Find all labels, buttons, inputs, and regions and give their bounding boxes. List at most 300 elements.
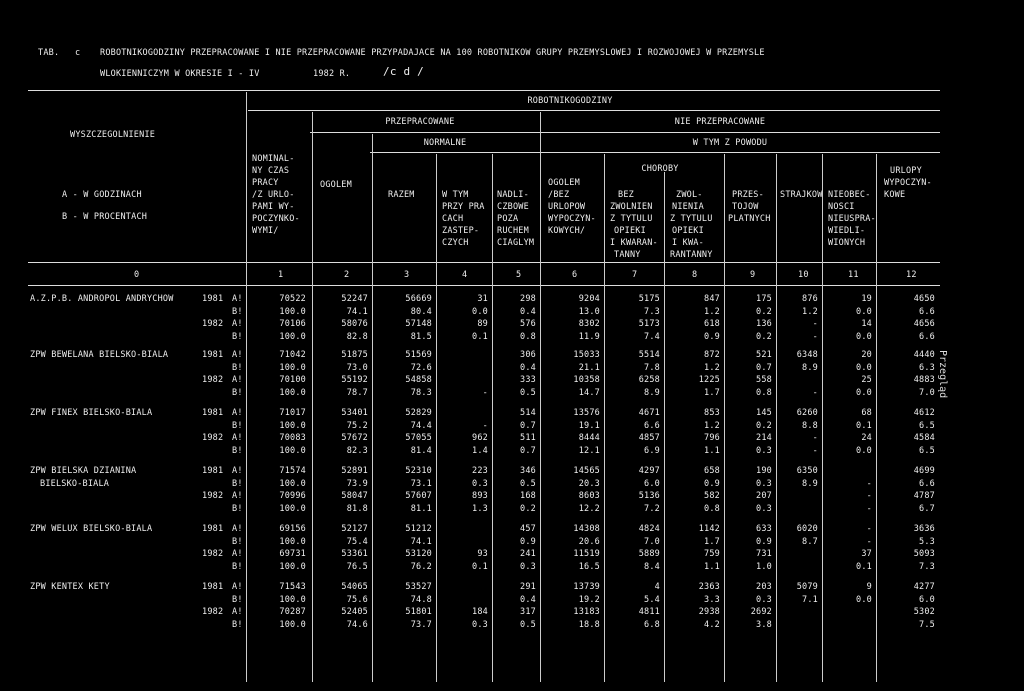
- column-number-11: 11: [848, 270, 859, 280]
- table-cell: 100.0: [279, 503, 306, 514]
- header-normalne: NORMALNE: [423, 138, 467, 148]
- table-cell: 0.5: [520, 478, 536, 489]
- column-number-8: 8: [692, 270, 698, 280]
- table-cell: 6.6: [919, 306, 935, 317]
- table-cell: 70106: [279, 319, 306, 329]
- table-cell: 82.8: [346, 331, 368, 342]
- table-cell: 6020: [796, 524, 818, 534]
- table-cell: 0.3: [756, 594, 772, 605]
- table-cell: 20.3: [578, 478, 600, 489]
- table-cell: 75.4: [346, 536, 368, 547]
- table-cell: 8.9: [802, 478, 818, 489]
- table-cell: 0.7: [520, 445, 536, 456]
- row-type-marker: A!: [232, 294, 243, 304]
- table-cell: 1142: [698, 524, 720, 534]
- table-cell: 69731: [279, 549, 306, 559]
- table-cell: 4297: [638, 466, 660, 476]
- year-label: 1982: [202, 549, 224, 559]
- year-label: 1982: [202, 319, 224, 329]
- header-razem: RAZEM: [388, 190, 415, 200]
- vline-4: [436, 154, 437, 682]
- table-cell: 1.4: [472, 445, 488, 456]
- table-cell: 13.0: [578, 306, 600, 317]
- column-number-5: 5: [516, 270, 522, 280]
- table-cell: 68: [861, 408, 872, 418]
- table-cell: 4656: [913, 319, 935, 329]
- table-cell: -: [812, 445, 818, 456]
- table-cell: 69156: [279, 524, 306, 534]
- table-cell: 53361: [341, 549, 368, 559]
- table-cell: 190: [756, 466, 772, 476]
- table-cell: 51875: [341, 350, 368, 360]
- table-cell: 8.4: [644, 561, 660, 572]
- table-cell: 100.0: [279, 536, 306, 547]
- table-cell: 0.4: [520, 362, 536, 373]
- row-type-marker: B!: [232, 594, 243, 605]
- table-cell: 4699: [913, 466, 935, 476]
- table-cell: 57055: [405, 433, 432, 443]
- table-cell: 223: [472, 466, 488, 476]
- table-cell: 70287: [279, 607, 306, 617]
- table-cell: 52891: [341, 466, 368, 476]
- header-w-tym-z-powodu: W TYM Z POWODU: [692, 138, 768, 148]
- table-cell: 511: [520, 433, 536, 443]
- table-cell: 2363: [698, 582, 720, 592]
- enterprise-name: ZPW KENTEX KETY: [30, 582, 110, 592]
- table-cell: 8603: [578, 491, 600, 501]
- table-cell: 4787: [913, 491, 935, 501]
- table-cell: 6.9: [644, 445, 660, 456]
- table-cell: 21.1: [578, 362, 600, 373]
- table-cell: 74.1: [410, 536, 432, 547]
- table-cell: -: [866, 503, 872, 514]
- table-cell: 658: [704, 466, 720, 476]
- table-cell: 89: [477, 319, 488, 329]
- table-cell: 70522: [279, 294, 306, 304]
- table-title-line1: ROBOTNIKOGODZINY PRZEPRACOWANE I NIE PRZEPRACOWANE PRZYPADAJACE NA 100 ROBOTNIKOW GRUPY PRZEMYSLOWEJ I ROZWOJOWEJ W PRZEMYSLE: [100, 48, 765, 58]
- table-cell: 317: [520, 607, 536, 617]
- table-cell: 0.9: [520, 536, 536, 547]
- table-cell: 558: [756, 375, 772, 385]
- table-cell: 796: [704, 433, 720, 443]
- table-cell: 56669: [405, 294, 432, 304]
- table-cell: 37: [861, 549, 872, 559]
- table-cell: 4883: [913, 375, 935, 385]
- table-cell: 71574: [279, 466, 306, 476]
- table-cell: 13739: [573, 582, 600, 592]
- table-cell: 1.2: [704, 362, 720, 373]
- table-cell: 6.6: [919, 478, 935, 489]
- table-cell: 1.2: [704, 420, 720, 431]
- header-choroby: CHOROBY: [641, 164, 679, 174]
- header-przepracowane: PRZEPRACOWANE: [385, 117, 455, 127]
- table-cell: 0.3: [472, 619, 488, 630]
- column-number-4: 4: [462, 270, 468, 280]
- table-cell: 13576: [573, 408, 600, 418]
- table-cell: 0.5: [520, 619, 536, 630]
- table-cell: 52127: [341, 524, 368, 534]
- table-cell: 9204: [578, 294, 600, 304]
- column-number-0: 0: [134, 270, 140, 280]
- table-cell: 853: [704, 408, 720, 418]
- table-cell: 51212: [405, 524, 432, 534]
- table-cell: 759: [704, 549, 720, 559]
- table-cell: 7.3: [644, 306, 660, 317]
- table-cell: 4.2: [704, 619, 720, 630]
- table-cell: 0.9: [704, 331, 720, 342]
- table-cell: 0.5: [520, 387, 536, 398]
- table-cell: 73.7: [410, 619, 432, 630]
- table-cell: 876: [802, 294, 818, 304]
- table-cell: 51569: [405, 350, 432, 360]
- table-cell: 14308: [573, 524, 600, 534]
- table-cell: 5514: [638, 350, 660, 360]
- table-cell: 0.3: [756, 445, 772, 456]
- table-cell: 20.6: [578, 536, 600, 547]
- table-cell: 0.4: [520, 594, 536, 605]
- table-cell: 73.1: [410, 478, 432, 489]
- table-cell: 576: [520, 319, 536, 329]
- table-cell: 8302: [578, 319, 600, 329]
- table-cell: 0.3: [756, 478, 772, 489]
- table-cell: 8444: [578, 433, 600, 443]
- table-cell: -: [812, 387, 818, 398]
- table-cell: -: [482, 420, 488, 431]
- table-cell: 100.0: [279, 478, 306, 489]
- table-cell: 16.5: [578, 561, 600, 572]
- enterprise-name: ZPW BIELSKA DZIANINA: [30, 466, 137, 476]
- table-cell: 5175: [638, 294, 660, 304]
- table-cell: 1.7: [704, 387, 720, 398]
- table-cell: 19.1: [578, 420, 600, 431]
- table-cell: 0.8: [704, 503, 720, 514]
- table-cell: 0.9: [756, 536, 772, 547]
- table-cell: 15033: [573, 350, 600, 360]
- table-cell: 100.0: [279, 594, 306, 605]
- column-number-12: 12: [906, 270, 917, 280]
- header-a-label: A - W GODZINACH: [62, 190, 142, 200]
- table-cell: 0.8: [520, 331, 536, 342]
- table-cell: 71017: [279, 408, 306, 418]
- table-cell: 73.9: [346, 478, 368, 489]
- table-cell: 0.0: [472, 306, 488, 317]
- table-cell: 0.2: [756, 331, 772, 342]
- table-cell: 57148: [405, 319, 432, 329]
- table-cell: 136: [756, 319, 772, 329]
- table-cell: 0.0: [856, 445, 872, 456]
- table-cell: 214: [756, 433, 772, 443]
- year-label: 1981: [202, 294, 224, 304]
- table-cell: 19: [861, 294, 872, 304]
- table-cell: 7.0: [644, 536, 660, 547]
- table-cell: 1.3: [472, 503, 488, 514]
- table-cell: 5.3: [919, 536, 935, 547]
- table-cell: 100.0: [279, 561, 306, 572]
- table-cell: 872: [704, 350, 720, 360]
- table-cell: 54065: [341, 582, 368, 592]
- row-type-marker: A!: [232, 408, 243, 418]
- table-cell: 11.9: [578, 331, 600, 342]
- header-wyszczegolnienie: WYSZCZEGOLNIENIE: [70, 130, 156, 140]
- table-cell: 6.5: [919, 445, 935, 456]
- side-stamp: Przegląd: [937, 350, 948, 399]
- table-cell: 25: [861, 375, 872, 385]
- header-top-rule: [28, 90, 940, 91]
- header-b-label: B - W PROCENTACH: [62, 212, 148, 222]
- table-cell: 4440: [913, 350, 935, 360]
- table-cell: -: [866, 491, 872, 501]
- table-cell: 81.8: [346, 503, 368, 514]
- header-robotnikogodziny: ROBOTNIKOGODZINY: [527, 96, 613, 106]
- table-cell: 78.3: [410, 387, 432, 398]
- table-cell: 4857: [638, 433, 660, 443]
- row-type-marker: A!: [232, 491, 243, 501]
- table-cell: 1.2: [704, 306, 720, 317]
- table-cell: 74.8: [410, 594, 432, 605]
- table-cell: -: [812, 331, 818, 342]
- row-type-marker: A!: [232, 549, 243, 559]
- table-cell: 52310: [405, 466, 432, 476]
- table-cell: 7.1: [802, 594, 818, 605]
- table-cell: 241: [520, 549, 536, 559]
- table-cell: 80.4: [410, 306, 432, 317]
- column-number-7: 7: [632, 270, 638, 280]
- table-cell: 74.4: [410, 420, 432, 431]
- table-cell: 514: [520, 408, 536, 418]
- table-cell: 53401: [341, 408, 368, 418]
- title-c: c: [75, 48, 81, 58]
- table-cell: 4824: [638, 524, 660, 534]
- row-type-marker: A!: [232, 582, 243, 592]
- row-type-marker: A!: [232, 466, 243, 476]
- table-cell: 76.2: [410, 561, 432, 572]
- table-cell: 8.8: [802, 420, 818, 431]
- table-cell: 6.3: [919, 362, 935, 373]
- table-cell: 618: [704, 319, 720, 329]
- table-cell: 57672: [341, 433, 368, 443]
- table-cell: 57607: [405, 491, 432, 501]
- table-cell: 54858: [405, 375, 432, 385]
- column-number-9: 9: [750, 270, 756, 280]
- table-cell: 100.0: [279, 362, 306, 373]
- table-cell: 0.0: [856, 362, 872, 373]
- table-cell: 0.0: [856, 331, 872, 342]
- table-cell: 6.8: [644, 619, 660, 630]
- table-cell: 0.8: [756, 387, 772, 398]
- table-cell: -: [482, 387, 488, 398]
- table-cell: 0.2: [520, 503, 536, 514]
- table-cell: 4650: [913, 294, 935, 304]
- table-cell: 0.4: [520, 306, 536, 317]
- table-cell: 4612: [913, 408, 935, 418]
- table-cell: 5136: [638, 491, 660, 501]
- enterprise-name: A.Z.P.B. ANDROPOL ANDRYCHOW: [30, 294, 174, 304]
- row-type-marker: B!: [232, 503, 243, 514]
- table-cell: 52829: [405, 408, 432, 418]
- table-cell: 7.5: [919, 619, 935, 630]
- table-cell: 457: [520, 524, 536, 534]
- row-type-marker: B!: [232, 420, 243, 431]
- row-type-marker: B!: [232, 362, 243, 373]
- table-cell: -: [866, 524, 872, 534]
- table-cell: 4: [654, 582, 660, 592]
- table-cell: 5302: [913, 607, 935, 617]
- table-cell: 51801: [405, 607, 432, 617]
- handwritten-mark: /c d /: [383, 65, 424, 78]
- table-cell: 5079: [796, 582, 818, 592]
- table-cell: 75.2: [346, 420, 368, 431]
- table-cell: 7.2: [644, 503, 660, 514]
- table-cell: 11519: [573, 549, 600, 559]
- table-cell: 893: [472, 491, 488, 501]
- table-cell: 731: [756, 549, 772, 559]
- table-cell: 145: [756, 408, 772, 418]
- table-cell: 6.6: [919, 331, 935, 342]
- table-cell: 7.3: [919, 561, 935, 572]
- header-rule-4: [370, 152, 940, 153]
- row-type-marker: A!: [232, 524, 243, 534]
- table-cell: 0.0: [856, 594, 872, 605]
- header-bottom-rule: [28, 262, 940, 263]
- table-cell: 19.2: [578, 594, 600, 605]
- table-cell: 24: [861, 433, 872, 443]
- table-cell: -: [812, 319, 818, 329]
- column-number-10: 10: [798, 270, 809, 280]
- row-type-marker: B!: [232, 306, 243, 317]
- table-cell: 14565: [573, 466, 600, 476]
- table-cell: 52247: [341, 294, 368, 304]
- table-cell: 5.4: [644, 594, 660, 605]
- table-cell: 847: [704, 294, 720, 304]
- table-cell: 14.7: [578, 387, 600, 398]
- table-cell: 962: [472, 433, 488, 443]
- table-cell: 0.0: [856, 306, 872, 317]
- table-cell: 7.0: [919, 387, 935, 398]
- table-cell: 1.1: [704, 561, 720, 572]
- table-cell: 6350: [796, 466, 818, 476]
- table-cell: 4277: [913, 582, 935, 592]
- table-cell: 58076: [341, 319, 368, 329]
- table-cell: 175: [756, 294, 772, 304]
- table-cell: 5173: [638, 319, 660, 329]
- row-type-marker: B!: [232, 478, 243, 489]
- row-type-marker: A!: [232, 375, 243, 385]
- table-cell: 521: [756, 350, 772, 360]
- table-cell: 633: [756, 524, 772, 534]
- table-cell: 8.9: [802, 362, 818, 373]
- column-number-2: 2: [344, 270, 350, 280]
- table-cell: 6.0: [919, 594, 935, 605]
- table-cell: 346: [520, 466, 536, 476]
- table-cell: 0.3: [756, 503, 772, 514]
- table-cell: -: [866, 478, 872, 489]
- table-cell: 5889: [638, 549, 660, 559]
- table-cell: 76.5: [346, 561, 368, 572]
- table-cell: 4584: [913, 433, 935, 443]
- table-cell: 2938: [698, 607, 720, 617]
- table-cell: 0.1: [472, 331, 488, 342]
- table-cell: 74.6: [346, 619, 368, 630]
- table-cell: 0.3: [520, 561, 536, 572]
- column-number-1: 1: [278, 270, 284, 280]
- row-type-marker: B!: [232, 445, 243, 456]
- table-cell: 6260: [796, 408, 818, 418]
- table-cell: 100.0: [279, 331, 306, 342]
- table-cell: 1.1: [704, 445, 720, 456]
- table-cell: 52405: [341, 607, 368, 617]
- table-cell: 73.0: [346, 362, 368, 373]
- table-cell: 12.1: [578, 445, 600, 456]
- table-cell: 93: [477, 549, 488, 559]
- table-number: TAB.: [38, 48, 60, 58]
- table-title-line2: WLOKIENNICZYM W OKRESIE I - IV: [100, 69, 260, 79]
- table-cell: 1.2: [802, 306, 818, 317]
- table-cell: 0.3: [472, 478, 488, 489]
- table-cell: 7.4: [644, 331, 660, 342]
- year-label: 1982: [202, 433, 224, 443]
- table-cell: 71543: [279, 582, 306, 592]
- table-cell: 6.0: [644, 478, 660, 489]
- table-cell: 100.0: [279, 619, 306, 630]
- table-cell: 7.8: [644, 362, 660, 373]
- table-cell: 81.1: [410, 503, 432, 514]
- table-cell: 1225: [698, 375, 720, 385]
- year-label: 1982: [202, 491, 224, 501]
- table-cell: 5093: [913, 549, 935, 559]
- row-type-marker: A!: [232, 319, 243, 329]
- table-cell: 207: [756, 491, 772, 501]
- table-cell: 168: [520, 491, 536, 501]
- table-cell: 291: [520, 582, 536, 592]
- column-number-3: 3: [404, 270, 410, 280]
- enterprise-name: ZPW BEWELANA BIELSKO-BIALA: [30, 350, 169, 360]
- header-ogolem: OGOLEM: [320, 180, 352, 190]
- table-cell: 13183: [573, 607, 600, 617]
- table-cell: 4811: [638, 607, 660, 617]
- table-cell: 70083: [279, 433, 306, 443]
- table-cell: 100.0: [279, 306, 306, 317]
- table-cell: 0.1: [856, 420, 872, 431]
- table-cell: 81.5: [410, 331, 432, 342]
- header-rule-3: [310, 132, 940, 133]
- table-cell: 82.3: [346, 445, 368, 456]
- table-cell: 8.9: [644, 387, 660, 398]
- table-cell: 0.7: [520, 420, 536, 431]
- row-type-marker: B!: [232, 619, 243, 630]
- table-cell: 12.2: [578, 503, 600, 514]
- row-type-marker: B!: [232, 536, 243, 547]
- header-strajkow: STRAJKOW: [780, 190, 823, 200]
- table-cell: 0.2: [756, 420, 772, 431]
- table-cell: 100.0: [279, 445, 306, 456]
- table-cell: 6.7: [919, 503, 935, 514]
- enterprise-name-2: BIELSKO-BIALA: [40, 478, 110, 489]
- table-cell: 0.1: [472, 561, 488, 572]
- table-cell: 74.1: [346, 306, 368, 317]
- year-label: 1981: [202, 582, 224, 592]
- table-cell: 53527: [405, 582, 432, 592]
- year-label: 1982: [202, 607, 224, 617]
- enterprise-name: ZPW FINEX BIELSKO-BIALA: [30, 408, 153, 418]
- table-cell: 31: [477, 294, 488, 304]
- table-cell: 3636: [913, 524, 935, 534]
- table-cell: 53120: [405, 549, 432, 559]
- column-number-6: 6: [572, 270, 578, 280]
- row-type-marker: A!: [232, 433, 243, 443]
- table-cell: 8.7: [802, 536, 818, 547]
- year-label: 1981: [202, 466, 224, 476]
- table-cell: 100.0: [279, 387, 306, 398]
